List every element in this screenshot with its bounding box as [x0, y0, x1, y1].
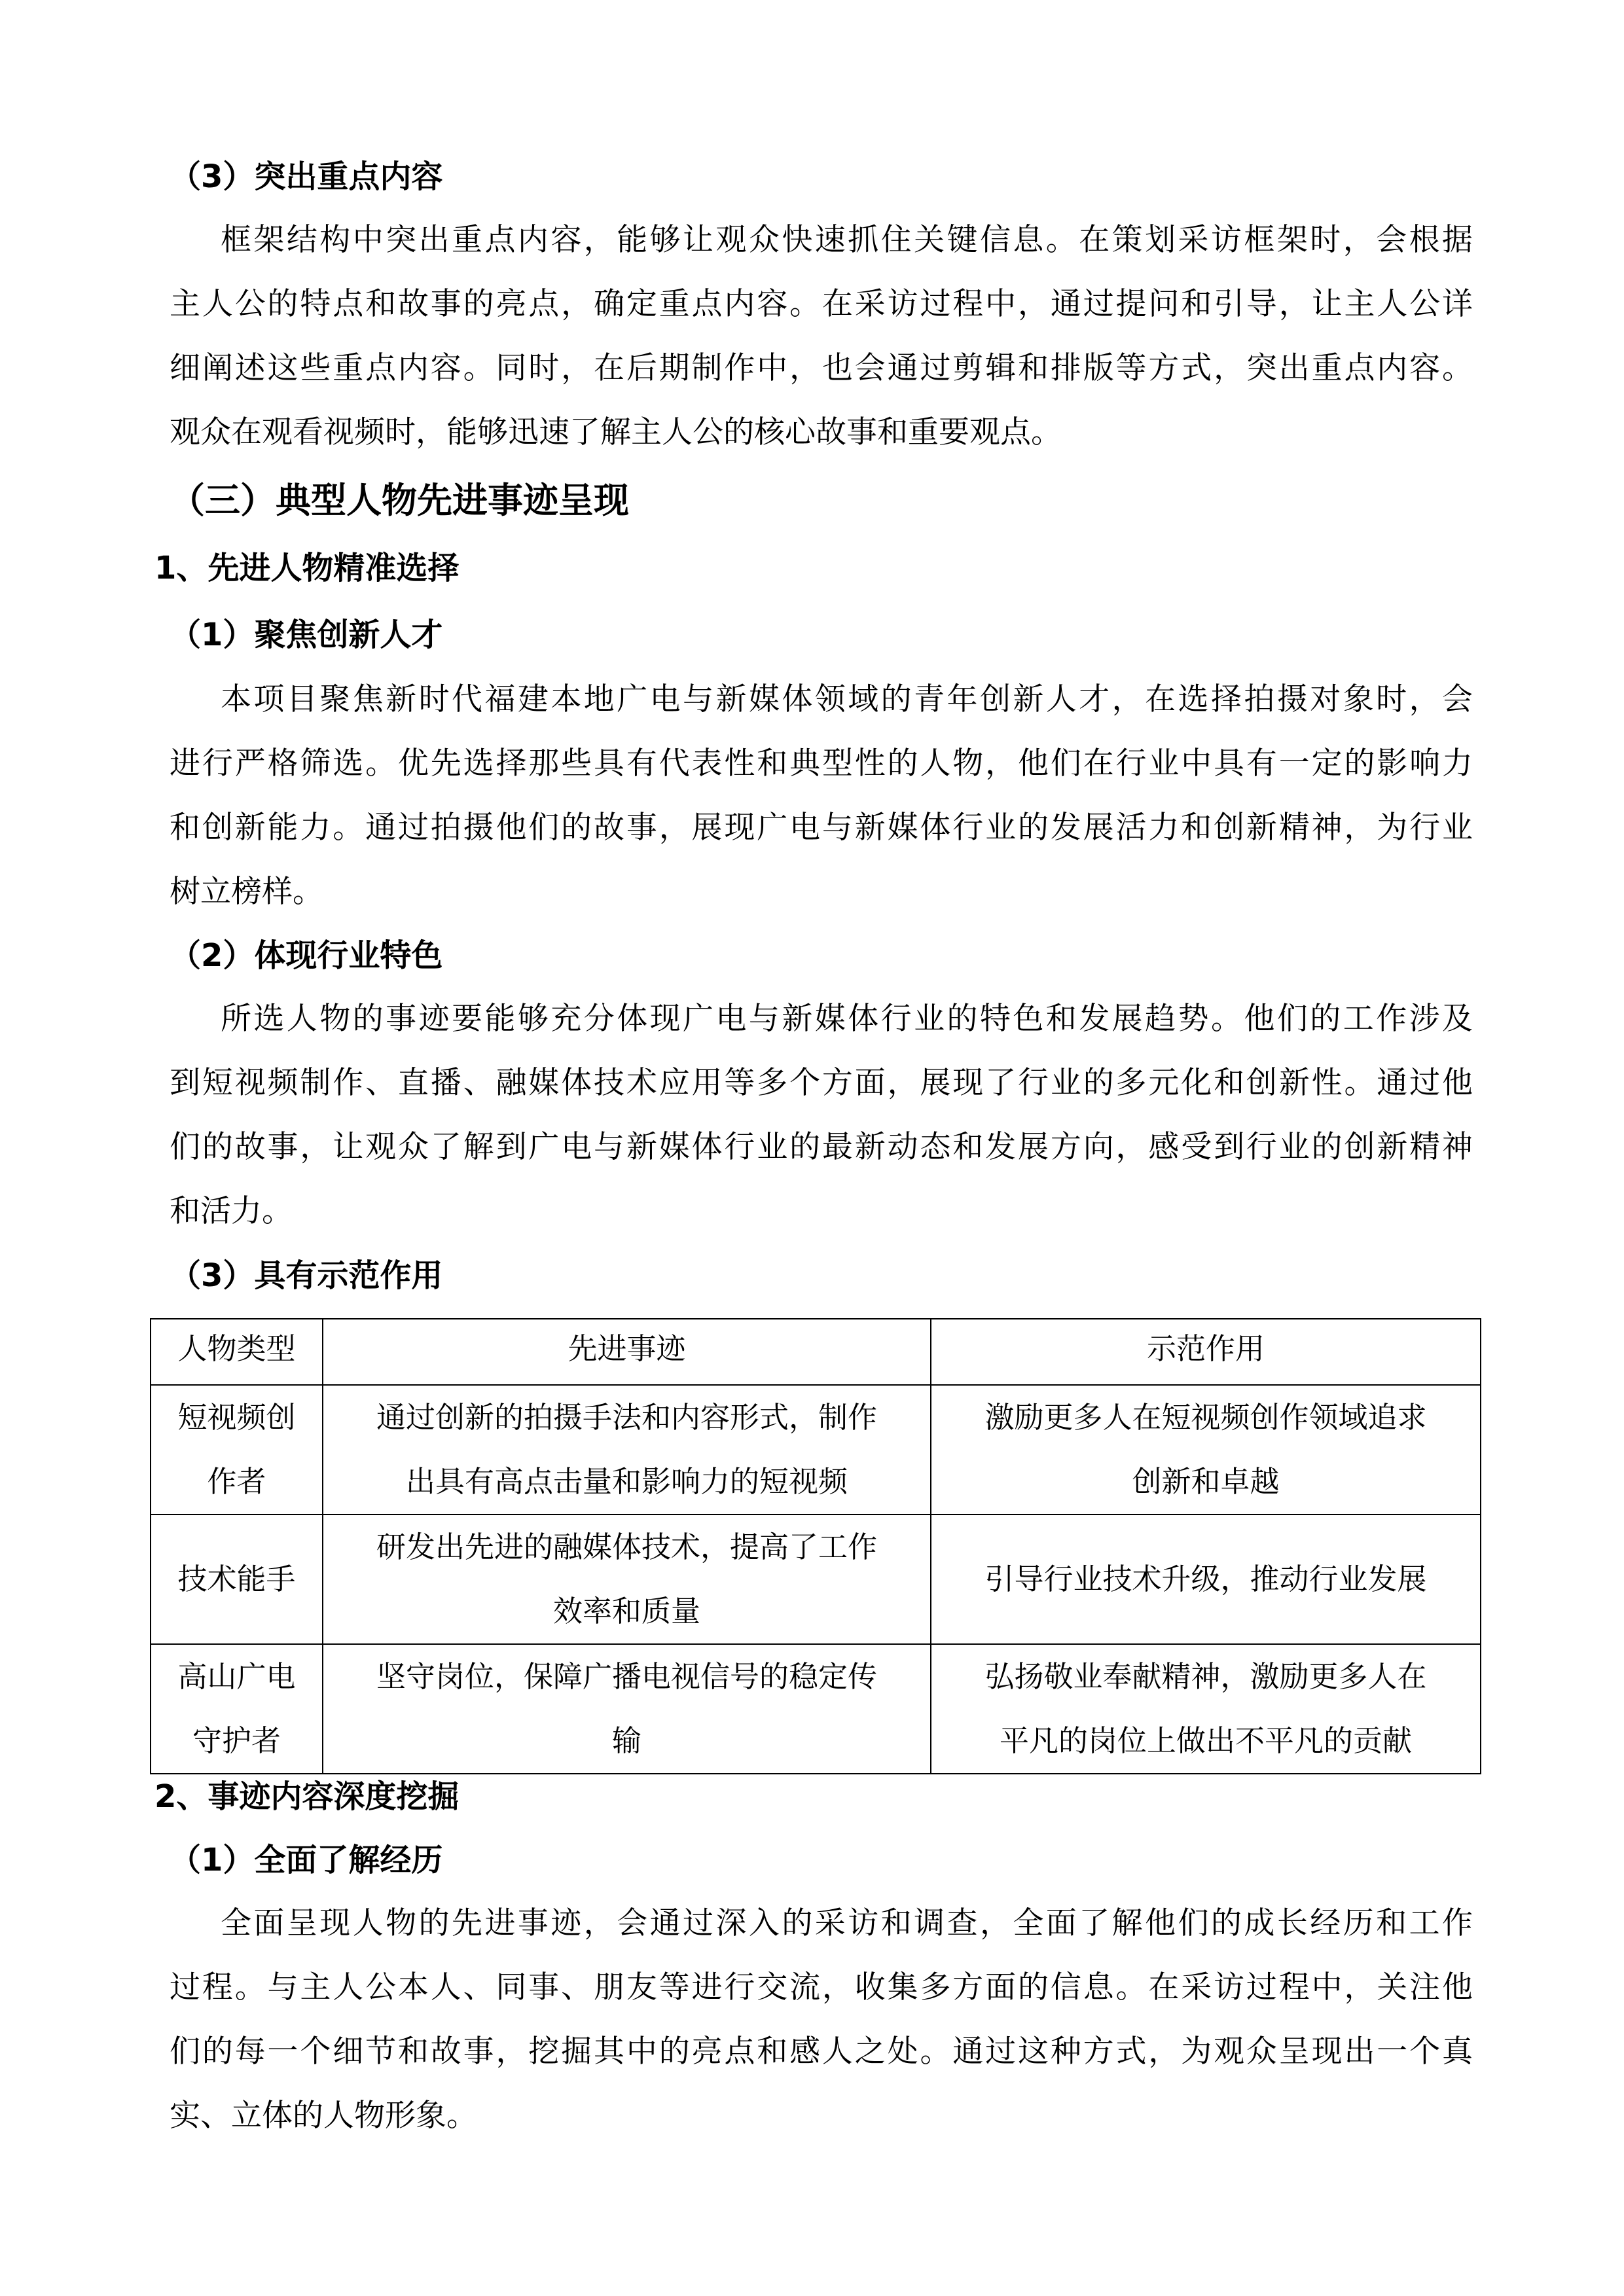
cell-line: 引导行业技术升级，推动行业发展: [984, 1562, 1427, 1596]
paragraph: [170, 208, 1473, 465]
table-cell-role: [931, 1385, 1481, 1515]
paragraph-line: 观众在观看视频时，能够迅速了解主人公的核心故事和重要观点。: [170, 414, 1062, 450]
cell-line: 守护者: [192, 1723, 281, 1758]
table-row: [151, 1515, 1481, 1644]
table-cell-role: [931, 1644, 1481, 1774]
cell-line: 出具有高点击量和影响力的短视频: [405, 1464, 848, 1499]
cell-line: 坚守岗位，保障广播电视信号的稳定传: [376, 1659, 877, 1694]
subsection-heading: 2、事迹内容深度挖掘: [154, 1778, 460, 1815]
cell-line: 技术能手: [177, 1562, 296, 1596]
paragraph: [170, 668, 1473, 924]
subsection-heading: （1）聚焦创新人才: [170, 617, 443, 653]
table-header-row: [151, 1319, 1481, 1385]
paragraph-line: 们的每一个细节和故事，挖掘其中的亮点和感人之处。通过这种方式，为观众呈现出一个真: [170, 2034, 1473, 2070]
cell-line: 作者: [207, 1464, 266, 1499]
cell-line: 短视频创: [177, 1400, 296, 1435]
header-cell: 示范作用: [931, 1319, 1481, 1385]
paragraph-line: 实、立体的人物形象。: [170, 2098, 477, 2134]
table-cell-type: [151, 1515, 323, 1644]
subsection-heading: （3）突出重点内容: [170, 158, 443, 195]
paragraph: [170, 1892, 1473, 2148]
table-cell-type: [151, 1644, 323, 1774]
paragraph-line: 进行严格筛选。优先选择那些具有代表性和典型性的人物，他们在行业中具有一定的影响力: [170, 745, 1473, 781]
paragraph-line: 和活力。: [170, 1193, 293, 1229]
cell-line: 弘扬敬业奉献精神，激励更多人在: [984, 1659, 1427, 1694]
subsection-heading: （1）全面了解经历: [170, 1842, 443, 1878]
paragraph-line: 和创新能力。通过拍摄他们的故事，展现广电与新媒体行业的发展活力和创新精神，为行业: [170, 810, 1473, 846]
paragraph-line: 过程。与主人公本人、同事、朋友等进行交流，收集多方面的信息。在采访过程中，关注他: [170, 1969, 1473, 2005]
cell-line: 研发出先进的融媒体技术，提高了工作: [376, 1530, 877, 1564]
paragraph-line: 本项目聚焦新时代福建本地广电与新媒体领域的青年创新人才，在选择拍摄对象时，会: [221, 681, 1473, 717]
table-cell-type: [151, 1385, 323, 1515]
table-cell-deed: [323, 1515, 931, 1644]
paragraph-line: 到短视频制作、直播、融媒体技术应用等多个方面，展现了行业的多元化和创新性。通过他: [170, 1065, 1473, 1101]
cell-line: 创新和卓越: [1132, 1464, 1280, 1499]
paragraph-line: 框架结构中突出重点内容，能够让观众快速抓住关键信息。在策划采访框架时，会根据: [221, 222, 1473, 258]
table-row: [151, 1385, 1481, 1515]
cell-line: 平凡的岗位上做出不平凡的贡献: [999, 1723, 1412, 1758]
table-cell-deed: [323, 1644, 931, 1774]
subsection-heading: （3）具有示范作用: [170, 1257, 443, 1294]
subsection-heading: （2）体现行业特色: [170, 937, 443, 974]
section-heading: （三）典型人物先进事迹呈现: [170, 480, 629, 521]
table-cell-role: [931, 1515, 1481, 1644]
cell-line: 高山广电: [177, 1659, 296, 1694]
paragraph-line: 们的故事，让观众了解到广电与新媒体行业的最新动态和发展方向，感受到行业的创新精神: [170, 1129, 1473, 1165]
paragraph-line: 全面呈现人物的先进事迹，会通过深入的采访和调查，全面了解他们的成长经历和工作: [221, 1905, 1473, 1941]
exemplar-table: [150, 1318, 1481, 1774]
subsection-heading: 1、先进人物精准选择: [154, 550, 460, 586]
header-cell: 先进事迹: [323, 1319, 931, 1385]
cell-line: 通过创新的拍摄手法和内容形式，制作: [376, 1400, 877, 1435]
cell-line: 效率和质量: [552, 1594, 700, 1628]
paragraph-line: 主人公的特点和故事的亮点，确定重点内容。在采访过程中，通过提问和引导，让主人公详: [170, 286, 1473, 322]
table-cell-deed: [323, 1385, 931, 1515]
paragraph: [170, 987, 1473, 1244]
paragraph-line: 细阐述这些重点内容。同时，在后期制作中，也会通过剪辑和排版等方式，突出重点内容。: [170, 350, 1473, 386]
table-row: [151, 1644, 1481, 1774]
cell-line: 输: [611, 1723, 641, 1758]
header-cell: 人物类型: [151, 1319, 323, 1385]
paragraph-line: 树立榜样。: [170, 874, 323, 910]
cell-line: 激励更多人在短视频创作领域追求: [984, 1400, 1427, 1435]
paragraph-line: 所选人物的事迹要能够充分体现广电与新媒体行业的特色和发展趋势。他们的工作涉及: [221, 1001, 1473, 1037]
